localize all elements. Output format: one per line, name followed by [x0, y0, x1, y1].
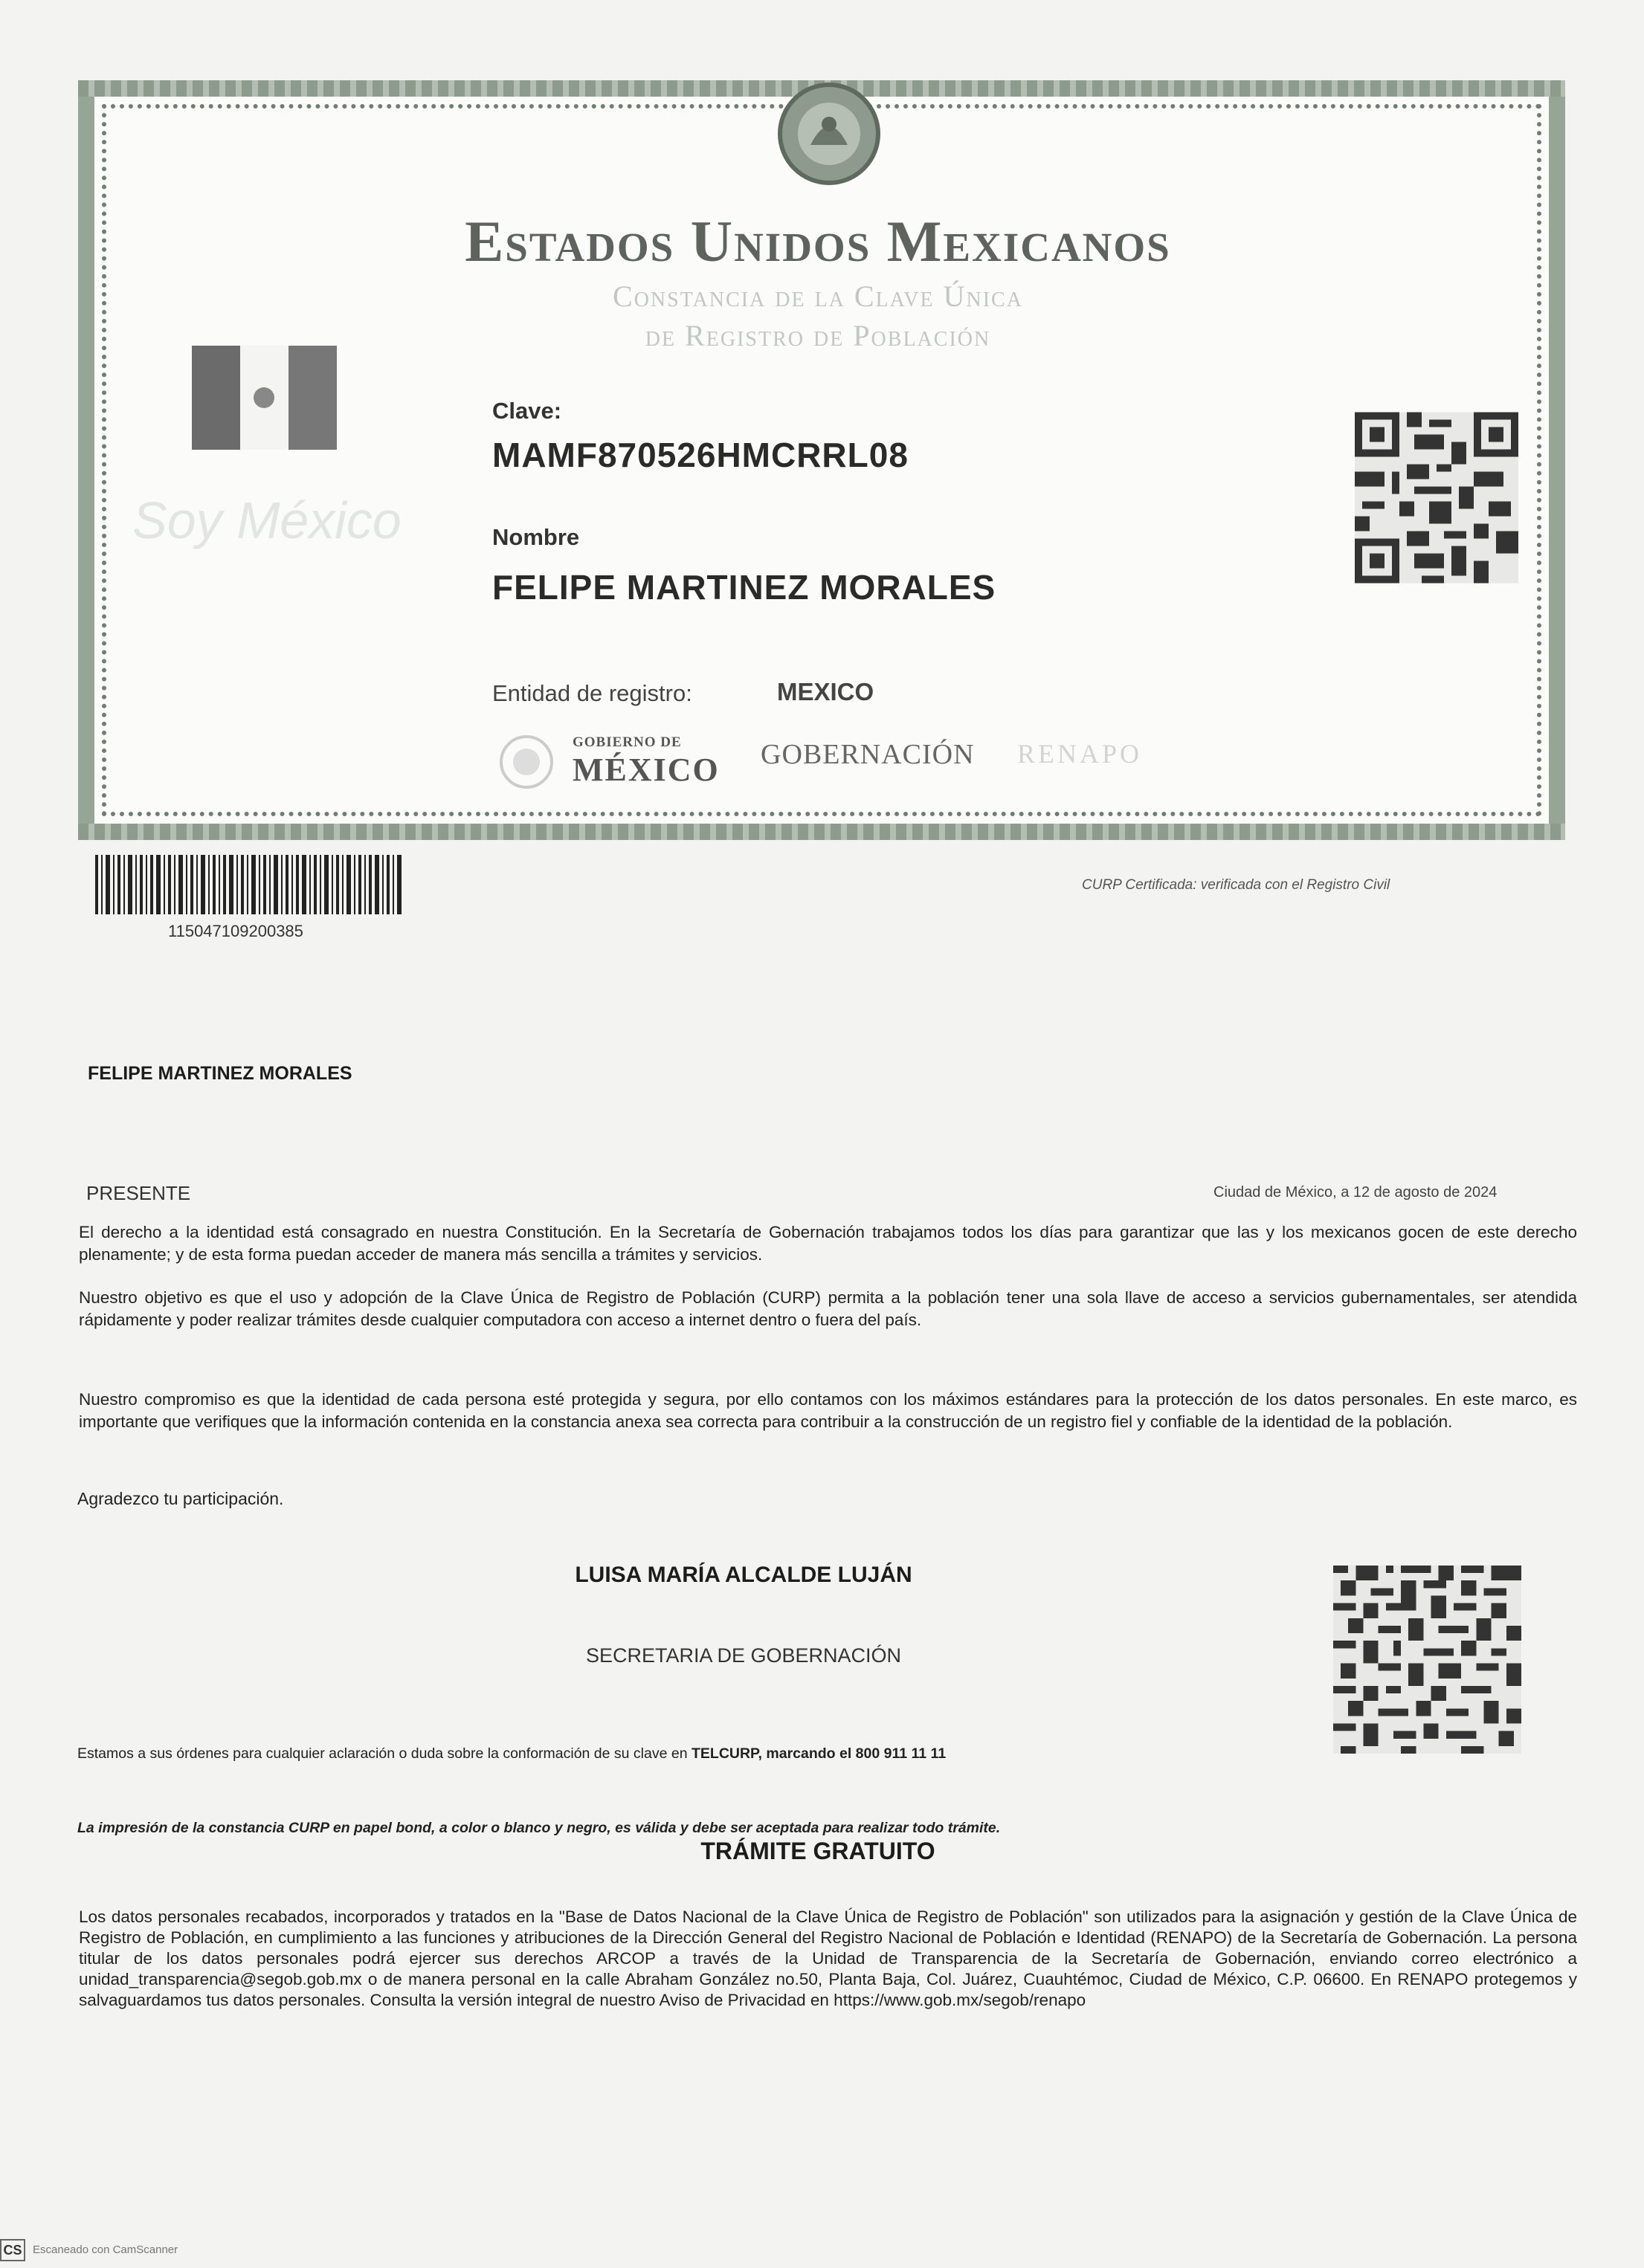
gobierno-de-mexico-logo: MÉXICO — [573, 752, 720, 788]
qr-code-icon — [1355, 410, 1518, 585]
barcode-icon — [95, 855, 402, 914]
tramite-gratuito-heading: TRÁMITE GRATUITO — [700, 1838, 935, 1864]
gobierno-emblem-icon — [497, 732, 556, 792]
national-seal-icon — [773, 78, 885, 190]
barcode-number: 115047109200385 — [168, 922, 303, 940]
letter-paragraph: El derecho a la identidad está consagrado en nuestra Constitución. En la Secretaría de Gobernación trabajamos todos los días para garantizar que las y los mexicanos gocen de este derecho plenamente; y de esta forma puedan acceder de manera más sencilla a trámites y servicios. — [79, 1223, 1577, 1264]
telcurp-note — [77, 1745, 946, 1763]
certificate-subtitle: de Registro de Población — [645, 319, 991, 352]
clave-value: MAMF870526HMCRRL08 — [492, 436, 909, 474]
certificate-title: Estados Unidos Mexicanos — [465, 209, 1171, 274]
entidad-value: MEXICO — [777, 678, 874, 705]
privacy-notice: Los datos personales recabados, incorporados y tratados en la "Base de Datos Nacional de la Clave Única de Registro de Población" son utilizados para la asignación y gestión de la Clave Única de Registro de Población, en cumplimiento a las funciones y atribuciones de la Dirección General del Registro Nacional de Población e Identidad (RENAPO) de la Secretaría de Gobernación. La persona titular de los datos personales podrá ejercer sus derechos ARCOP a través de la Unidad de Transparencia de la Secretaría de Gobernación, enviando correo electrónico a unidad_transparencia@segob.gob.mx o de manera personal en la calle Abraham González no.50, Planta Baja, Col. Juárez, Cuauhtémoc, Ciudad de México, C.P. 06600. En RENAPO protegemos y salvaguardamos tus datos personales. Consulta la versión integral de nuestro Aviso de Privacidad en https://www.gob.mx/segob/renapo — [79, 1907, 1577, 2009]
camscanner-icon: CS — [0, 2239, 25, 2261]
telcurp-phone: TELCURP, marcando el 800 911 11 11 — [691, 1745, 947, 1762]
mexican-flag-icon — [192, 346, 337, 450]
nombre-value: FELIPE MARTINEZ MORALES — [492, 568, 996, 607]
closing-line: Agradezco tu participación. — [77, 1489, 284, 1508]
nombre-label: Nombre — [492, 524, 580, 550]
renapo-logo: RENAPO — [1017, 739, 1143, 769]
letter-date: Ciudad de México, a 12 de agosto de 2024 — [1213, 1184, 1498, 1201]
gobierno-de-mexico-logo: GOBIERNO DE — [573, 734, 682, 750]
clave-label: Clave: — [492, 398, 562, 424]
signer-name: LUISA MARÍA ALCALDE LUJÁN — [575, 1563, 912, 1587]
certificate-subtitle: Constancia de la Clave Única — [613, 280, 1023, 313]
letter-paragraph: Nuestro objetivo es que el uso y adopción de la Clave Única de Registro de Población (CURP) permita a la población tener una sola llave de acceso a servicios gubernamentales, ser atendida rápidamente y poder realizar trámites desde cualquier computadora con acceso a internet dentro o fuera del país. — [79, 1288, 1577, 1329]
letter-paragraph: Nuestro compromiso es que la identidad de cada persona esté protegida y segura, por ello contamos con los máximos estándares para la protección de los datos personales. En este marco, es importante que verifiques que la información contenida en la constancia anexa sea correcta para contribuir a la construcción de un registro fiel y confiable de la identidad de la población. — [79, 1390, 1577, 1431]
qr-code-icon — [1333, 1565, 1521, 1754]
certificate-bottom-border — [78, 824, 1565, 840]
curp-certificada-note: CURP Certificada: verificada con el Registro Civil — [1082, 877, 1390, 893]
soy-mexico-watermark: Soy México — [132, 491, 402, 549]
camscanner-label: Escaneado con CamScanner — [33, 2243, 178, 2256]
entidad-label: Entidad de registro: — [492, 680, 692, 706]
gobernacion-logo: GOBERNACIÓN — [761, 739, 975, 770]
signer-title: SECRETARIA DE GOBERNACIÓN — [585, 1644, 902, 1667]
printing-notice: La impresión de la constancia CURP en papel bond, a color o blanco y negro, es válida y debe ser aceptada para realizar todo trámite. — [77, 1820, 1001, 1836]
recipient-name: FELIPE MARTINEZ MORALES — [88, 1063, 352, 1084]
telcurp-text: Estamos a sus órdenes para cualquier aclaración o duda sobre la conformación de su clave en — [77, 1745, 692, 1762]
presente-label: PRESENTE — [86, 1182, 191, 1204]
